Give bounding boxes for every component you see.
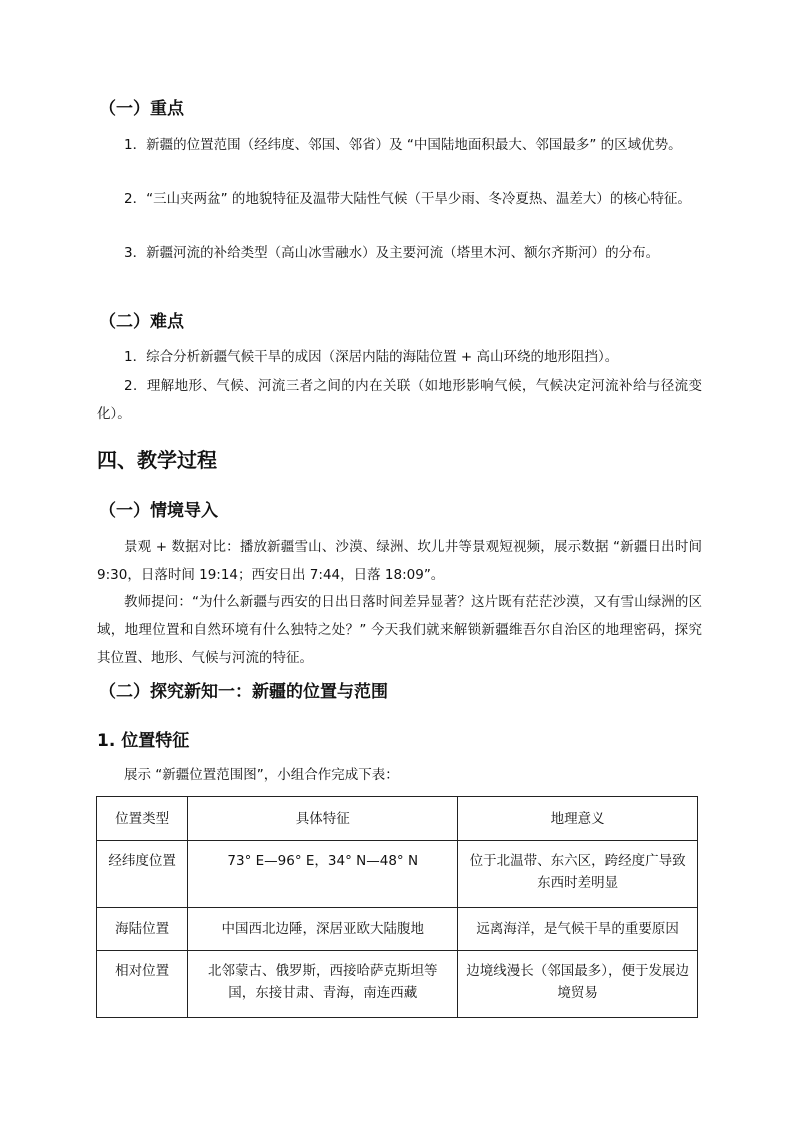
table-cell: 位于北温带、东六区，跨经度广导致东西时差明显 bbox=[458, 841, 698, 908]
difficult-point-2: 2．理解地形、气候、河流三者之间的内在关联（如地形影响气候，气候决定河流补给与径流变化）。 bbox=[97, 378, 702, 422]
table-row bbox=[97, 951, 698, 1018]
intro-heading: （一）情境导入 bbox=[99, 501, 218, 521]
table-header-cell: 具体特征 bbox=[188, 797, 458, 841]
table-cell: 中国西北边陲，深居亚欧大陆腹地 bbox=[188, 908, 458, 951]
teaching-process-heading: 四、教学过程 bbox=[97, 448, 217, 472]
intro-paragraph-1: 景观 + 数据对比：播放新疆雪山、沙漠、绿洲、坎儿井等景观短视频，展示数据 “新疆日出时间 9:30，日落时间 19:14；西安日出 7:44，日落 18:09”。 bbox=[97, 539, 702, 583]
table-cell: 海陆位置 bbox=[97, 908, 188, 951]
table-row bbox=[97, 908, 698, 951]
table-instruction: 展示 “新疆位置范围图”，小组合作完成下表： bbox=[124, 767, 399, 783]
table-cell: 远离海洋，是气候干旱的重要原因 bbox=[458, 908, 698, 951]
table-cell: 北邻蒙古、俄罗斯，西接哈萨克斯坦等国，东接甘肃、青海，南连西藏 bbox=[188, 951, 458, 1018]
difficult-point-1: 1．综合分析新疆气候干旱的成因（深居内陆的海陆位置 + 高山环绕的地形阻挡）。 bbox=[124, 349, 619, 365]
table-cell: 经纬度位置 bbox=[97, 841, 188, 908]
table-cell: 73° E—96° E，34° N—48° N bbox=[188, 841, 458, 908]
table-row bbox=[97, 841, 698, 908]
position-subheading: 1. 位置特征 bbox=[97, 731, 190, 751]
table-header-cell: 地理意义 bbox=[458, 797, 698, 841]
key-point-2: 2．“三山夹两盆” 的地貌特征及温带大陆性气候（干旱少雨、冬冷夏热、温差大）的核心特征。 bbox=[124, 191, 691, 207]
key-point-1: 1．新疆的位置范围（经纬度、邻国、邻省）及 “中国陆地面积最大、邻国最多” 的区域优势。 bbox=[124, 137, 682, 153]
table-cell: 边境线漫长（邻国最多），便于发展边境贸易 bbox=[458, 951, 698, 1018]
key-points-heading: （一）重点 bbox=[99, 99, 184, 119]
difficult-points-heading: （二）难点 bbox=[99, 312, 184, 332]
table-cell: 相对位置 bbox=[97, 951, 188, 1018]
table-header-row bbox=[97, 797, 698, 841]
key-point-3: 3．新疆河流的补给类型（高山冰雪融水）及主要河流（塔里木河、额尔齐斯河）的分布。 bbox=[124, 245, 660, 261]
intro-paragraph-2: 教师提问：“为什么新疆与西安的日出日落时间差异显著？这片既有茫茫沙漠，又有雪山绿洲的区域，地理位置和自然环境有什么独特之处？” 今天我们就来解锁新疆维吾尔自治区的地理密码，探究其位置、地形、气候与河流的特征。 bbox=[97, 594, 702, 666]
position-table bbox=[96, 796, 698, 1018]
table-header-cell: 位置类型 bbox=[97, 797, 188, 841]
explore-heading: （二）探究新知一：新疆的位置与范围 bbox=[99, 682, 388, 702]
